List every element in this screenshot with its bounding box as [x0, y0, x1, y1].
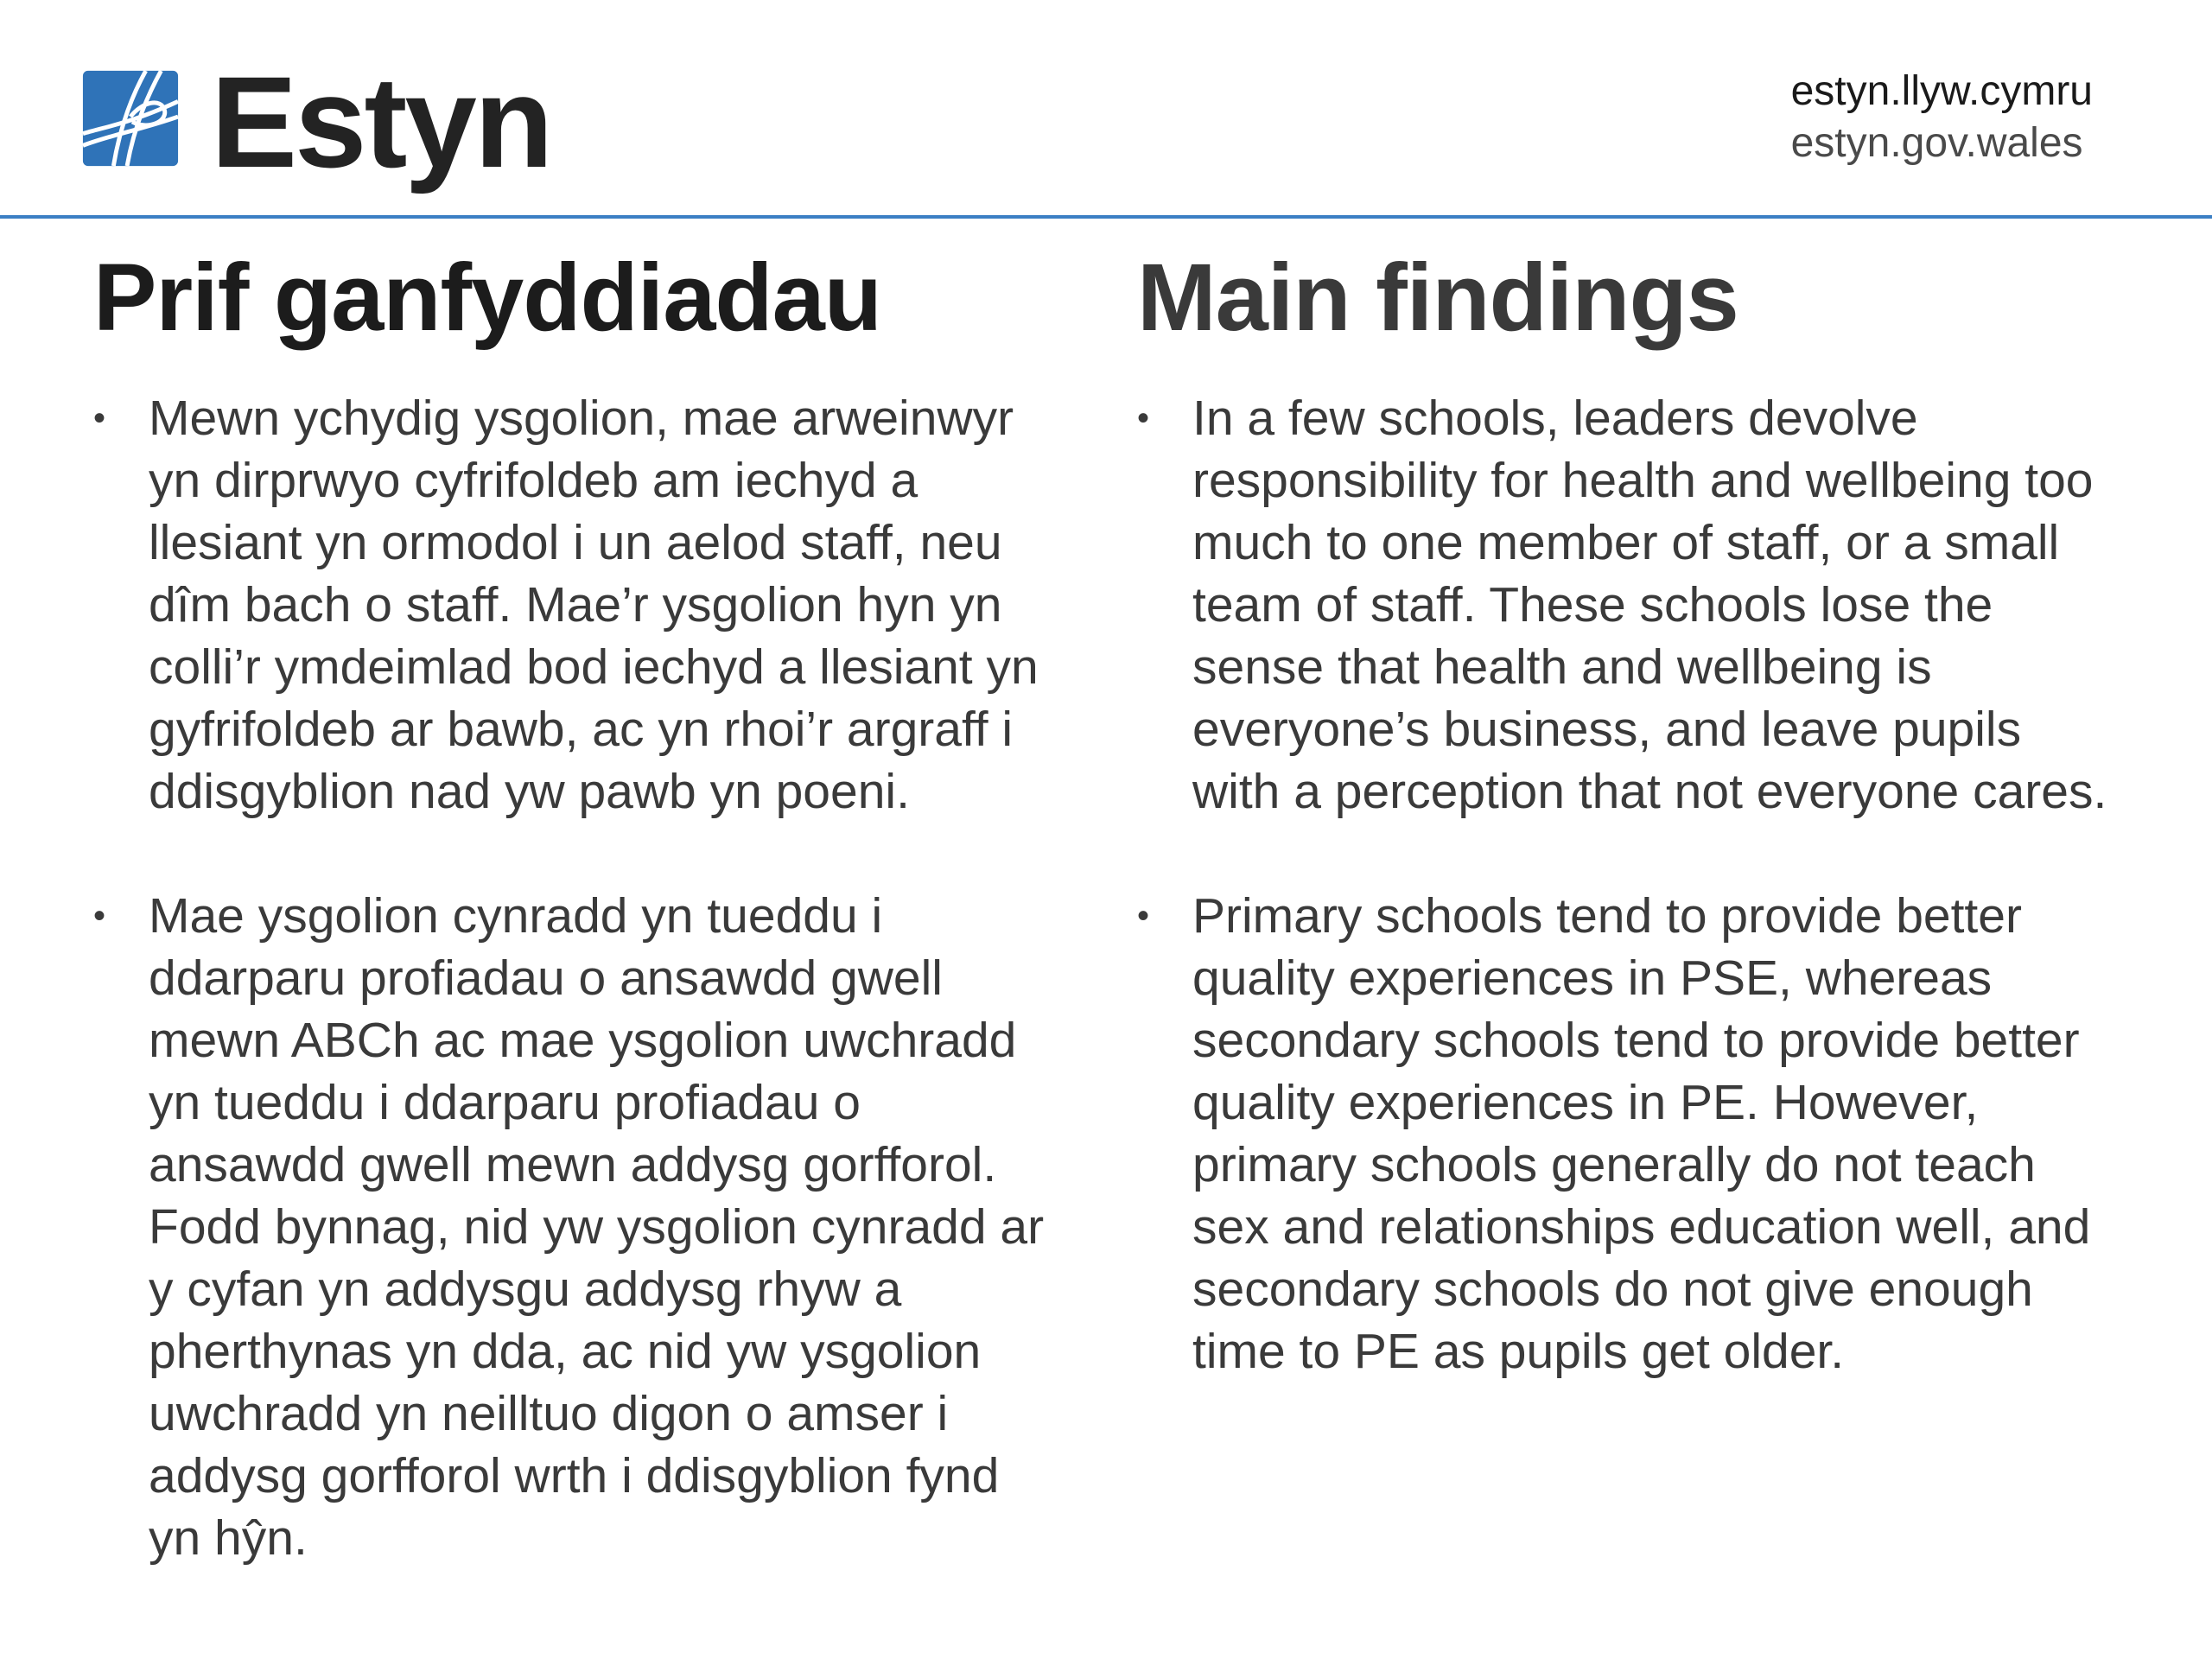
welsh-bullet-1	[93, 387, 1113, 823]
header-divider	[0, 215, 2212, 219]
page-header	[0, 0, 2212, 214]
bullet-icon: •	[93, 897, 106, 935]
welsh-bullet-1-text: Mewn ychydig ysgolion, mae arweinwyr yn dirprwyo cyfrifoldeb am iechyd a llesiant yn ormodol i un aelod staff, neu dîm bach o staff. Mae’r ysgolion hyn yn colli’r ymdeimlad bod iechyd a llesiant yn gyfrifoldeb ar bawb, ac yn rhoi’r argraff i ddisgyblion nad yw pawb yn poeni.	[149, 391, 1039, 819]
estyn-logo-icon	[79, 67, 181, 169]
estyn-logo	[79, 49, 551, 194]
welsh-bullet-2-text: Mae ysgolion cynradd yn tueddu i ddarparu profiadau o ansawdd gwell mewn ABCh ac mae ysgolion uwchradd yn tueddu i ddarparu profiadau o ansawdd gwell mewn addysg gorfforol. Fodd bynnag, nid yw ysgolion cynradd ar y cyfan yn addysgu addysg rhyw a pherthynas yn dda, ac nid yw ysgolion uwchradd yn neilltuo digon o amser i addysg gorfforol wrth i ddisgyblion fynd yn hŷn.	[149, 888, 1045, 1566]
logo-wordmark: Estyn	[211, 49, 551, 194]
bullet-icon: •	[1137, 897, 1150, 935]
english-bullet-2	[1137, 885, 2191, 1382]
english-bullet-1-text: In a few schools, leaders devolve responsibility for health and wellbeing too much to one member of staff, or a small team of staff. These schools lose the sense that health and wellbeing is everyone’s business, and leave pupils with a perception that not everyone cares.	[1192, 391, 2107, 819]
welsh-bullet-2	[93, 885, 1113, 1569]
welsh-heading: Prif ganfyddiadau	[93, 245, 881, 351]
url-welsh[interactable]: estyn.llyw.cymru	[1790, 68, 2093, 114]
welsh-column	[93, 242, 1113, 1631]
english-bullet-2-text: Primary schools tend to provide better quality experiences in PSE, whereas secondary schools tend to provide better quality experiences in PE. However, primary schools generally do not teach sex and relationships education well, and secondary schools do not give enough time to PE as pupils get older.	[1192, 888, 2091, 1379]
bullet-icon: •	[93, 399, 106, 437]
english-column	[1137, 242, 2191, 1445]
english-bullet-1	[1137, 387, 2191, 823]
english-bullet-list	[1137, 387, 2191, 1382]
welsh-bullet-list	[93, 387, 1113, 1569]
website-urls	[1791, 66, 2093, 169]
url-english[interactable]: estyn.gov.wales	[1790, 120, 2083, 166]
bullet-icon: •	[1137, 399, 1150, 437]
english-heading: Main findings	[1137, 245, 1738, 351]
